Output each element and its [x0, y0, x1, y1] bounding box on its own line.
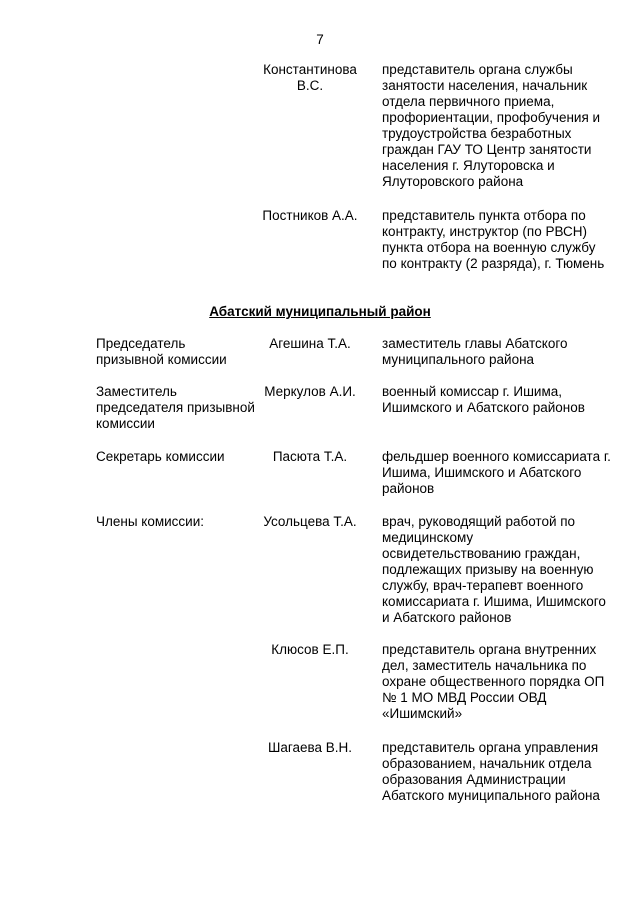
member-description: представитель пункта отбора по контракту, инструктор (по РВСН) пункта отбора на военную службу по контракту (2 разряда), г. Тюмень: [382, 208, 605, 271]
commission-member-name: Усольцева Т.А.: [263, 514, 357, 529]
commission-member-name: Агешина Т.А.: [269, 336, 351, 351]
commission-role: Председатель призывной комиссии: [96, 336, 227, 367]
commission-role: Члены комиссии:: [96, 514, 205, 529]
member-name: Постников А.А.: [262, 208, 358, 223]
section-title: Абатский муниципальный район: [209, 304, 431, 319]
commission-role: Секретарь комиссии: [96, 449, 225, 464]
commission-member-description: представитель органа управления образованием, начальник отдела образования Администрации Абатского муниципального района: [382, 740, 600, 803]
member-description: представитель органа службы занятости населения, начальник отдела первичного приема, профориентации, профобучения и трудоустройства безработных граждан ГАУ ТО Центр занятости населения г. Ялуторовска и Ялуторовского района: [382, 62, 601, 189]
commission-member-name: Шагаева В.Н.: [267, 740, 353, 755]
commission-role: Заместитель председателя призывной комиссии: [96, 384, 255, 431]
commission-member-name: Меркулов А.И.: [264, 384, 356, 399]
commission-member-description: фельдшер военного комиссариата г. Ишима, Ишимского и Абатского районов: [382, 449, 611, 496]
member-name: Константинова В.С.: [263, 62, 357, 93]
commission-member-name: Пасюта Т.А.: [272, 449, 348, 464]
commission-member-description: военный комиссар г. Ишима, Ишимского и Абатского районов: [382, 384, 585, 415]
commission-member-name: Клюсов Е.П.: [271, 642, 349, 657]
commission-member-description: врач, руководящий работой по медицинскому освидетельствованию граждан, подлежащих призыву на военную службу, врач-терапевт военного комиссариата г. Ишима, Ишимского и Абатского районов: [382, 514, 606, 625]
commission-member-description: представитель органа внутренних дел, заместитель начальника по охране общественного порядка ОП № 1 МО МВД России ОВД «Ишимский»: [382, 642, 605, 721]
page-number: 7: [316, 32, 324, 47]
commission-member-description: заместитель главы Абатского муниципального района: [382, 336, 568, 367]
